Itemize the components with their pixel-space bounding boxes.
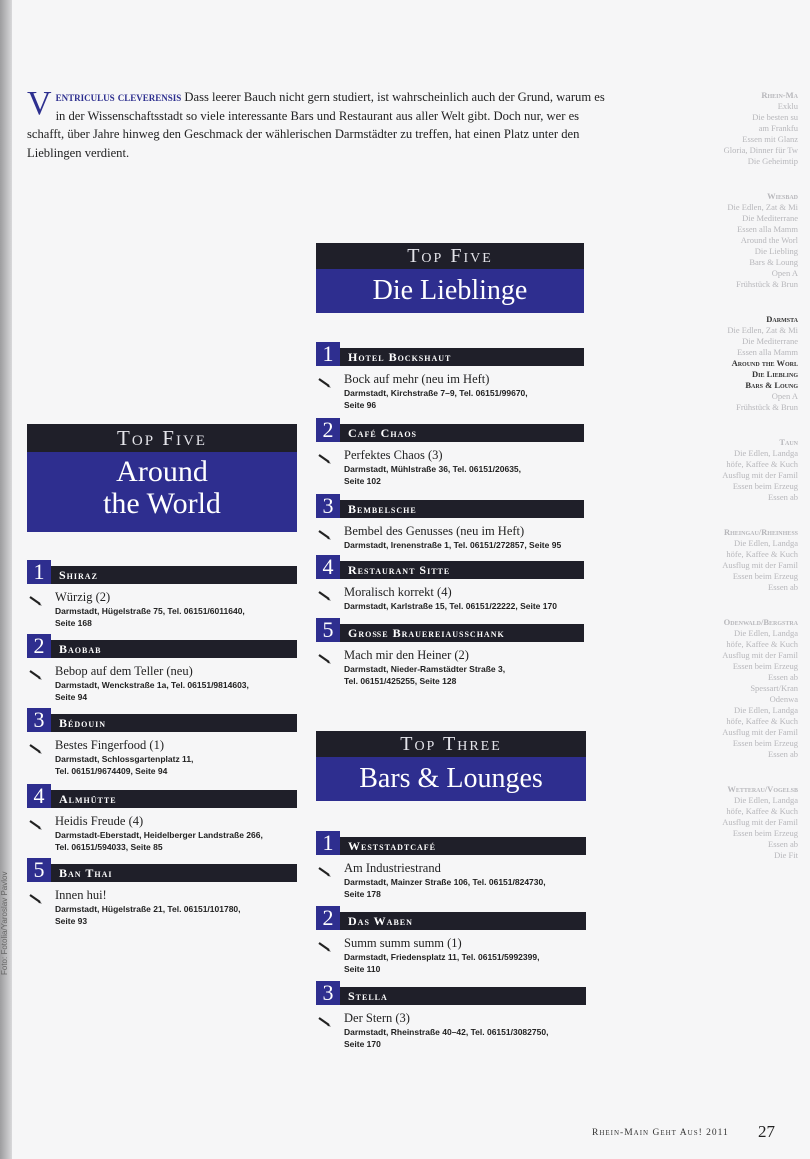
restaurant-name: Hotel Bockshaut bbox=[348, 350, 452, 364]
index-line: Ausflug mit der Famil bbox=[722, 650, 798, 660]
index-line: Die Liebling bbox=[754, 246, 798, 256]
index-heading: Darmsta bbox=[766, 314, 798, 324]
rank-number: 2 bbox=[27, 634, 51, 658]
page-number: 27 bbox=[758, 1122, 775, 1141]
index-line: Die Mediterrane bbox=[742, 336, 798, 346]
restaurant-name: Weststadtcafé bbox=[348, 839, 436, 853]
entry-body bbox=[316, 585, 584, 612]
section-header-die-lieblinge bbox=[316, 243, 584, 313]
restaurant-name: Bédouin bbox=[59, 716, 107, 730]
restaurant-name: Bembelsche bbox=[348, 502, 417, 516]
index-line: Die Edlen, Landga bbox=[734, 448, 798, 458]
index-line: Ausflug mit der Famil bbox=[722, 727, 798, 737]
pencil-icon bbox=[318, 527, 332, 537]
rank-number: 3 bbox=[316, 981, 340, 1005]
entry-body bbox=[27, 664, 297, 703]
entry-body bbox=[27, 814, 297, 853]
pencil-icon bbox=[318, 864, 332, 874]
index-line: Odenwald/Bergstra bbox=[723, 617, 798, 627]
index-line: Die Geheimtip bbox=[747, 156, 798, 166]
entry-name-bar bbox=[316, 617, 584, 642]
photo-credit: Foto: Fotolia/Yaroslav Pavlov bbox=[0, 871, 9, 975]
index-line: Die Edlen, Landga bbox=[734, 538, 798, 548]
index-line: Essen beim Erzeug bbox=[732, 738, 798, 748]
entry-body bbox=[27, 738, 297, 777]
entry-name-bar bbox=[316, 830, 586, 855]
drop-cap: V bbox=[27, 85, 52, 122]
restaurant-name: Baobab bbox=[59, 642, 102, 656]
entry-tagline: Der Stern (3) bbox=[344, 1011, 410, 1025]
index-line: Wetterau/Vogelsb bbox=[727, 784, 798, 794]
intro-lead: entriculus cleverensis bbox=[55, 90, 182, 104]
section-header-around-the-world bbox=[27, 424, 297, 532]
index-line: Gloria, Dinner für Tw bbox=[723, 145, 798, 155]
entry-address: Darmstadt, Mühlstraße 36, Tel. 06151/20635, bbox=[344, 464, 522, 474]
entry-address: Darmstadt, Wenckstraße 1a, Tel. 06151/9814603, bbox=[55, 680, 249, 690]
ranking-entry bbox=[316, 617, 584, 687]
index-line: Essen beim Erzeug bbox=[732, 571, 798, 581]
pencil-icon bbox=[318, 651, 332, 661]
index-line: Die Edlen, Landga bbox=[734, 628, 798, 638]
entry-address-line-2: Seite 110 bbox=[344, 964, 381, 974]
rank-number: 4 bbox=[316, 555, 340, 579]
index-line: Frühstück & Brun bbox=[736, 279, 798, 289]
index-line: Wiesbad bbox=[767, 191, 798, 201]
entry-body bbox=[316, 648, 584, 687]
ranking-entry bbox=[316, 554, 584, 612]
entry-body bbox=[316, 1011, 586, 1050]
index-line: höfe, Kaffee & Kuch bbox=[726, 806, 798, 816]
index-line: Essen ab bbox=[768, 672, 798, 682]
entry-tagline: Mach mir den Heiner (2) bbox=[344, 648, 469, 662]
page-spine bbox=[0, 0, 12, 1159]
index-line: Essen alla Mamm bbox=[737, 347, 798, 357]
section-title-line-2: the World bbox=[103, 487, 221, 520]
entry-tagline: Bebop auf dem Teller (neu) bbox=[55, 664, 193, 678]
entry-name-bar bbox=[316, 493, 584, 518]
pencil-icon bbox=[318, 588, 332, 598]
entry-address-line-2: Seite 96 bbox=[344, 400, 377, 410]
entry-name-bar bbox=[27, 707, 297, 732]
index-line: Open A bbox=[771, 268, 798, 278]
entry-address: Darmstadt, Nieder-Ramstädter Straße 3, bbox=[344, 664, 506, 674]
index-line: Open A bbox=[771, 391, 798, 401]
rank-number: 3 bbox=[27, 708, 51, 732]
entry-name-bar bbox=[316, 905, 586, 930]
intro-text: Dass leerer Bauch nicht gern studiert, ist wahrscheinlich auch der Grund, warum es in der Wissenschaftsstadt so viele interessante Bars und Restaurant aus aller Welt gibt. Doch nur, wer es schafft, über Jahre hinweg den Geschmack der wählerischen Darmstädter zu treffen, hat einen Platz unter den Lieblingen verdient. bbox=[27, 90, 605, 160]
index-line: Rhein-Ma bbox=[761, 90, 798, 100]
index-block-taunus bbox=[700, 437, 798, 503]
section-kicker: Top Five bbox=[316, 243, 584, 269]
entry-tagline: Perfektes Chaos (3) bbox=[344, 448, 443, 462]
entry-body bbox=[316, 524, 584, 551]
rank-number: 5 bbox=[316, 618, 340, 642]
ranking-entry bbox=[316, 980, 586, 1050]
entry-address-line-2: Tel. 06151/425255, Seite 128 bbox=[344, 676, 457, 686]
index-line: am Frankfu bbox=[758, 123, 798, 133]
entry-address: Darmstadt, Hügelstraße 75, Tel. 06151/6011640, bbox=[55, 606, 245, 616]
entry-name-bar bbox=[27, 857, 297, 882]
entry-body bbox=[316, 861, 586, 900]
index-line: Rheingau/Rheinhess bbox=[724, 527, 798, 537]
ranking-entry bbox=[27, 707, 297, 777]
entry-address: Darmstadt, Rheinstraße 40–42, Tel. 06151/3082750, bbox=[344, 1027, 549, 1037]
index-line: Around the Worl bbox=[731, 358, 798, 368]
section-title: Die Lieblinge bbox=[316, 269, 584, 313]
entry-address: Darmstadt, Irenenstraße 1, Tel. 06151/272857, Seite 95 bbox=[344, 540, 562, 550]
pencil-icon bbox=[29, 891, 43, 901]
index-line: Essen beim Erzeug bbox=[732, 481, 798, 491]
restaurant-name: Almhütte bbox=[59, 792, 117, 806]
index-line: Ausflug mit der Famil bbox=[722, 817, 798, 827]
entry-address-line-2: Seite 178 bbox=[344, 889, 381, 899]
index-line: Around the Worl bbox=[740, 235, 798, 245]
ranking-entry bbox=[316, 905, 586, 975]
entry-body bbox=[316, 936, 586, 975]
pencil-icon bbox=[318, 375, 332, 385]
ranking-entry bbox=[27, 633, 297, 703]
section-title: Bars & Lounges bbox=[316, 757, 586, 801]
entry-address: Darmstadt, Mainzer Straße 106, Tel. 06151/824730, bbox=[344, 877, 546, 887]
entry-name-bar bbox=[316, 554, 584, 579]
entry-address: Darmstadt, Kirchstraße 7–9, Tel. 06151/99670, bbox=[344, 388, 528, 398]
ranking-entry bbox=[316, 493, 584, 551]
index-line: Die Mediterrane bbox=[742, 213, 798, 223]
index-block-rhein-main bbox=[700, 90, 798, 167]
index-line: Essen ab bbox=[768, 749, 798, 759]
entry-name-bar bbox=[316, 980, 586, 1005]
rank-number: 3 bbox=[316, 494, 340, 518]
index-line: Die Edlen, Zat & Mi bbox=[727, 202, 798, 212]
entry-tagline: Bestes Fingerfood (1) bbox=[55, 738, 165, 752]
restaurant-name: Das Waben bbox=[348, 914, 413, 928]
entry-address: Darmstadt-Eberstadt, Heidelberger Landstraße 266, bbox=[55, 830, 263, 840]
entry-address-line-2: Seite 170 bbox=[344, 1039, 381, 1049]
entry-tagline: Innen hui! bbox=[55, 888, 107, 902]
rank-number: 5 bbox=[27, 858, 51, 882]
index-line: Essen beim Erzeug bbox=[732, 828, 798, 838]
entry-address: Darmstadt, Hügelstraße 21, Tel. 06151/101780, bbox=[55, 904, 241, 914]
pencil-icon bbox=[29, 741, 43, 751]
right-column-index bbox=[700, 90, 798, 861]
index-block-odenwald bbox=[700, 617, 798, 760]
rank-number: 1 bbox=[27, 560, 51, 584]
entry-address-line-2: Tel. 06151/9674409, Seite 94 bbox=[55, 766, 168, 776]
restaurant-name: Shiraz bbox=[59, 568, 98, 582]
restaurant-name: Restaurant Sitte bbox=[348, 563, 451, 577]
rank-number: 2 bbox=[316, 418, 340, 442]
section-kicker: Top Five bbox=[27, 424, 297, 452]
entry-tagline: Bembel des Genusses (neu im Heft) bbox=[344, 524, 525, 538]
entry-address: Darmstadt, Karlstraße 15, Tel. 06151/22222, Seite 170 bbox=[344, 601, 557, 611]
entry-address-line-2: Seite 93 bbox=[55, 916, 88, 926]
restaurant-name: Ban Thai bbox=[59, 866, 113, 880]
entry-address-line-2: Tel. 06151/594033, Seite 85 bbox=[55, 842, 163, 852]
section-title-line-1: Around bbox=[116, 455, 208, 488]
index-line: Taun bbox=[779, 437, 798, 447]
entry-address-line-2: Seite 168 bbox=[55, 618, 92, 628]
index-line: Die Liebling bbox=[752, 369, 798, 379]
entry-address-line-2: Seite 102 bbox=[344, 476, 381, 486]
ranking-entry bbox=[27, 559, 297, 629]
restaurant-name: Große Brauereiausschank bbox=[348, 626, 505, 640]
index-line: Die Edlen, Landga bbox=[734, 705, 798, 715]
entry-body bbox=[316, 372, 584, 411]
index-line: Odenwa bbox=[769, 694, 798, 704]
rank-number: 1 bbox=[316, 831, 340, 855]
section-kicker: Top Three bbox=[316, 731, 586, 757]
ranking-entry bbox=[316, 830, 586, 900]
index-line: höfe, Kaffee & Kuch bbox=[726, 459, 798, 469]
index-line: Bars & Loung bbox=[745, 380, 798, 390]
rank-number: 1 bbox=[316, 342, 340, 366]
entry-body bbox=[27, 590, 297, 629]
index-line: Essen ab bbox=[768, 582, 798, 592]
ranking-entry bbox=[316, 417, 584, 487]
pencil-icon bbox=[29, 593, 43, 603]
entry-body bbox=[316, 448, 584, 487]
pencil-icon bbox=[318, 939, 332, 949]
restaurant-name: Stella bbox=[348, 989, 388, 1003]
index-line: Die Edlen, Landga bbox=[734, 795, 798, 805]
index-line: Bars & Loung bbox=[749, 257, 798, 267]
ranking-entry bbox=[27, 783, 297, 853]
entry-body bbox=[27, 888, 297, 927]
entry-tagline: Summ summ summ (1) bbox=[344, 936, 462, 950]
rank-number: 2 bbox=[316, 906, 340, 930]
footer-magazine-title: Rhein-Main Geht Aus! 2011 bbox=[592, 1128, 729, 1138]
entry-tagline: Moralisch korrekt (4) bbox=[344, 585, 452, 599]
entry-tagline: Würzig (2) bbox=[55, 590, 111, 604]
index-block-rheingau bbox=[700, 527, 798, 593]
index-line: Frühstück & Brun bbox=[736, 402, 798, 412]
entry-tagline: Bock auf mehr (neu im Heft) bbox=[344, 372, 490, 386]
entry-address: Darmstadt, Friedensplatz 11, Tel. 06151/5992399, bbox=[344, 952, 540, 962]
rank-number: 4 bbox=[27, 784, 51, 808]
index-line: Essen ab bbox=[768, 492, 798, 502]
entry-tagline: Am Industriestrand bbox=[344, 861, 441, 875]
ranking-entry bbox=[316, 341, 584, 411]
index-line: Exklu bbox=[777, 101, 798, 111]
index-line: Essen mit Glanz bbox=[742, 134, 798, 144]
index-line: höfe, Kaffee & Kuch bbox=[726, 716, 798, 726]
index-line: Essen beim Erzeug bbox=[732, 661, 798, 671]
ranking-entry bbox=[27, 857, 297, 927]
section-title bbox=[27, 452, 297, 532]
entry-name-bar bbox=[27, 633, 297, 658]
index-line: Die besten su bbox=[752, 112, 798, 122]
index-block-wiesbaden bbox=[700, 191, 798, 290]
entry-name-bar bbox=[27, 559, 297, 584]
intro-paragraph bbox=[27, 85, 607, 162]
restaurant-name: Café Chaos bbox=[348, 426, 418, 440]
index-line: Spessart/Kran bbox=[750, 683, 798, 693]
index-line: Die Fit bbox=[774, 850, 798, 860]
index-line: höfe, Kaffee & Kuch bbox=[726, 549, 798, 559]
index-line: Ausflug mit der Famil bbox=[722, 470, 798, 480]
entry-tagline: Heidis Freude (4) bbox=[55, 814, 144, 828]
index-line: Essen ab bbox=[768, 839, 798, 849]
index-line: höfe, Kaffee & Kuch bbox=[726, 639, 798, 649]
index-line: Essen alla Mamm bbox=[737, 224, 798, 234]
pencil-icon bbox=[29, 667, 43, 677]
section-header-bars-lounges bbox=[316, 731, 586, 801]
index-block-wetterau bbox=[700, 784, 798, 861]
pencil-icon bbox=[318, 451, 332, 461]
pencil-icon bbox=[318, 1014, 332, 1024]
entry-name-bar bbox=[316, 341, 584, 366]
pencil-icon bbox=[29, 817, 43, 827]
index-block-darmstadt bbox=[700, 314, 798, 413]
entry-name-bar bbox=[27, 783, 297, 808]
entry-address: Darmstadt, Schlossgartenplatz 11, bbox=[55, 754, 194, 764]
entry-name-bar bbox=[316, 417, 584, 442]
index-line: Die Edlen, Zat & Mi bbox=[727, 325, 798, 335]
entry-address-line-2: Seite 94 bbox=[55, 692, 88, 702]
index-line: Ausflug mit der Famil bbox=[722, 560, 798, 570]
